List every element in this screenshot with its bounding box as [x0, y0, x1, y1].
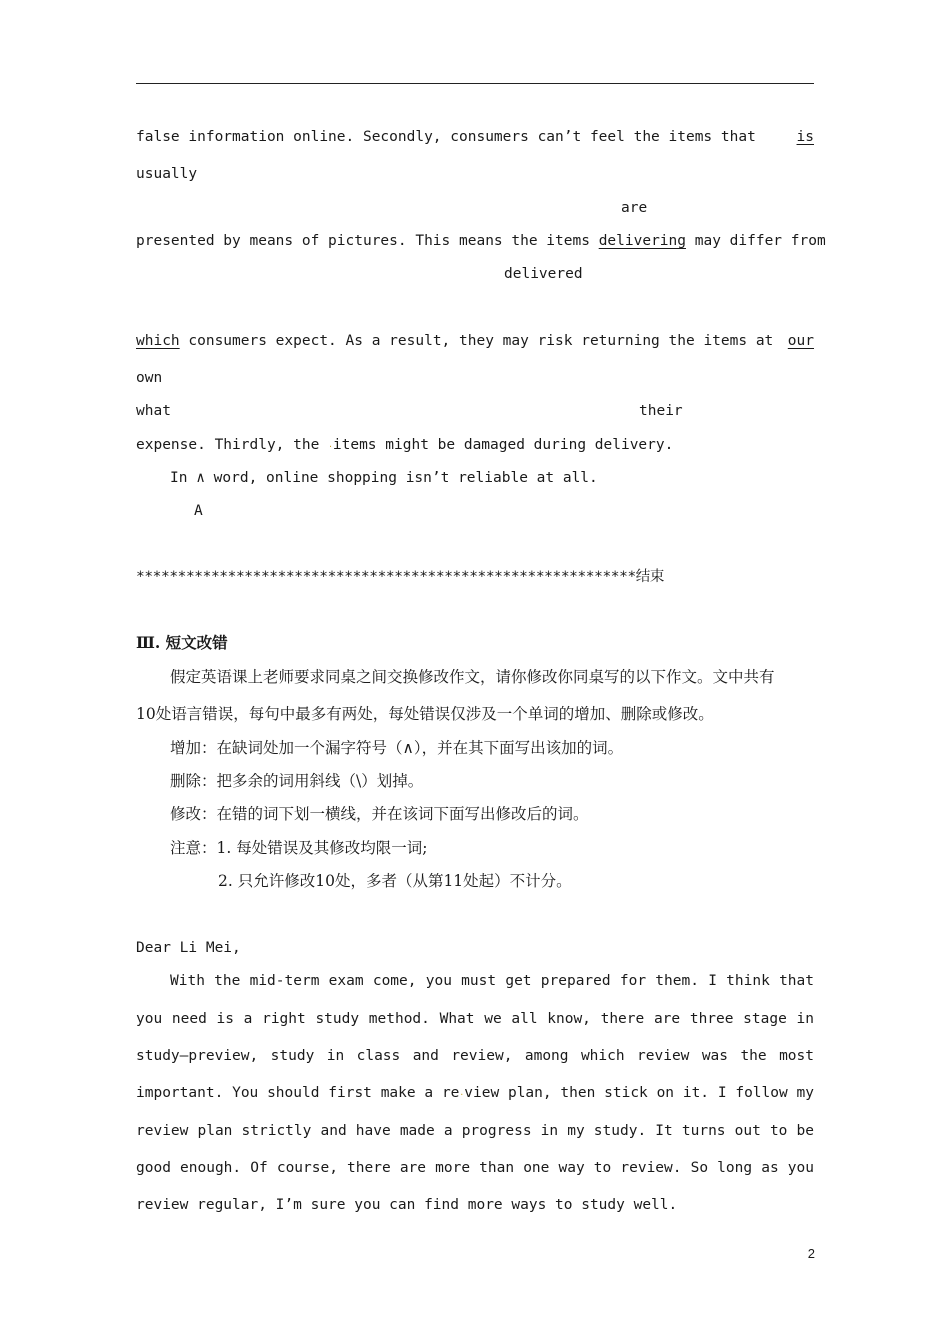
dot-mark: ·: [459, 1090, 465, 1099]
answer-line-4: [136, 331, 814, 351]
instruction-delete: 删除：把多余的词用斜线（\）划掉。: [170, 772, 424, 790]
answer-text: items might be damaged during delivery.: [332, 437, 674, 453]
instruction-note-2: 2. 只允许修改10处，多者（从第11处起）不计分。: [218, 872, 572, 890]
letter-text: important. You should first make a re: [136, 1085, 460, 1101]
instruction-modify: 修改：在错的词下划一横线，并在该词下面写出修改后的词。: [170, 805, 589, 823]
error-word: is: [796, 129, 814, 145]
letter-line-6: good enough. Of course, there are more than one way to review. So long as you: [136, 1160, 814, 1176]
correction-word: are: [621, 200, 648, 216]
answer-line-1: [136, 127, 814, 147]
letter-line-7: review regular, I’m sure you can find more ways to study well.: [136, 1197, 678, 1213]
dot-mark: ·: [328, 442, 333, 451]
letter-salutation: Dear Li Mei,: [136, 940, 241, 956]
instruction-add: 增加：在缺词处加一个漏字符号（∧），并在其下面写出该加的词。: [170, 739, 624, 757]
end-marker: ************************************************************结束: [136, 569, 664, 585]
instruction-line-1: 假定英语课上老师要求同桌之间交换修改作文，请你修改你同桌写的以下作文。文中共有: [170, 668, 775, 686]
answer-text: consumers expect. As a result, they may risk returning the items at: [179, 333, 774, 349]
letter-text: view plan, then stick on it. I follow my: [464, 1085, 814, 1101]
instruction-line-2: 10处语言错误，每句中最多有两处，每处错误仅涉及一个单词的增加、删除或修改。: [136, 705, 714, 723]
page-number: 2: [807, 1246, 815, 1261]
answer-text: expense. Thirdly, the: [136, 437, 329, 453]
letter-line-1: With the mid-term exam come, you must get prepared for them. I think that: [170, 973, 814, 989]
letter-line-5: review plan strictly and have made a progress in my study. It turns out to be: [136, 1123, 814, 1139]
instruction-note-1: 注意：1. 每处错误及其修改均限一词;: [170, 839, 428, 857]
error-word: our: [787, 333, 814, 349]
section-title: Ⅲ. 短文改错: [136, 633, 228, 652]
error-word: delivering: [598, 233, 686, 249]
answer-line-3: [136, 231, 826, 251]
answer-line-5: own: [136, 370, 163, 386]
answer-text: may differ from: [686, 233, 826, 249]
answer-text: false information online. Secondly, consumers can’t feel the items that: [136, 129, 756, 145]
answer-line-6: [136, 435, 814, 457]
correction-word: their: [639, 403, 683, 419]
letter-line-3: study—preview, study in class and review, among which review was the most: [136, 1048, 814, 1064]
letter-line-4: [136, 1083, 814, 1105]
answer-line-7: In ∧ word, online shopping isn’t reliable at all.: [170, 470, 598, 486]
header-rule: [136, 83, 814, 84]
letter-line-2: you need is a right study method. What we all know, there are three stage in: [136, 1011, 814, 1027]
answer-text: presented by means of pictures. This means the items: [136, 233, 599, 249]
answer-line-2: usually: [136, 166, 198, 182]
correction-word: A: [194, 503, 203, 519]
error-word: which: [136, 333, 180, 349]
correction-word: delivered: [504, 266, 583, 282]
correction-word: what: [136, 403, 171, 419]
